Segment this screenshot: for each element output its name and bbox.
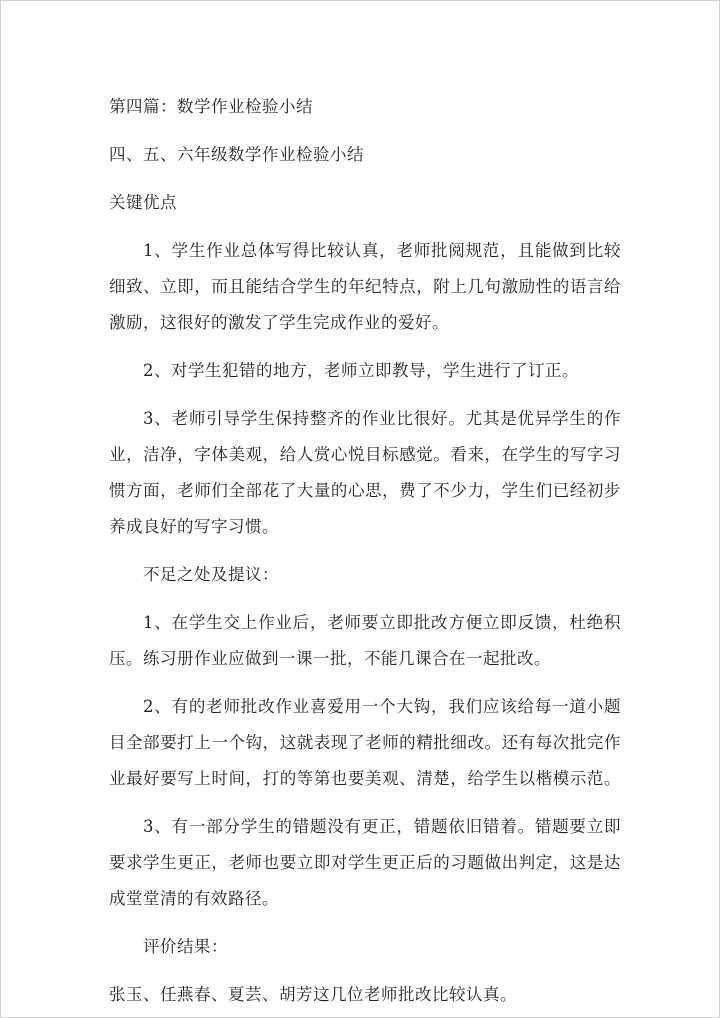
- paragraph-line: 3、有一部分学生的错题没有更正，错题依旧错着。错题要立即: [143, 817, 621, 836]
- paragraph-line: 惯方面，老师们全部花了大量的心思，费了不少力，学生们已经初步: [109, 481, 621, 500]
- document-subtitle: 四、五、六年级数学作业检验小结: [109, 145, 364, 164]
- paragraph-line: 激励，这很好的激发了学生完成作业的爱好。: [109, 313, 449, 332]
- paragraph-line: 1、学生作业总体写得比较认真，老师批阅规范，且能做到比较: [143, 241, 621, 260]
- paragraph-line: 成堂堂清的有效路径。: [109, 889, 279, 908]
- evaluation-result: 张玉、任燕春、夏芸、胡芳这几位老师批改比较认真。: [109, 985, 517, 1004]
- section-heading-strengths: 关键优点: [109, 193, 177, 212]
- suggestion-paragraph-1: [109, 605, 621, 677]
- paragraph-line: 3、老师引导学生保持整齐的作业比很好。尤其是优异学生的作: [143, 409, 621, 428]
- section-heading-suggestions: 不足之处及提议：: [143, 565, 279, 584]
- paragraph-line: 2、对学生犯错的地方，老师立即教导，学生进行了订正。: [143, 361, 579, 380]
- paragraph-line: 业，洁净，字体美观，给人赏心悦目标感觉。看来，在学生的写字习: [109, 445, 621, 464]
- paragraph-line: 目全部要打上一个钩，这就表现了老师的精批细改。还有每次批完作: [109, 733, 621, 752]
- paragraph-line: 压。练习册作业应做到一课一批，不能几课合在一起批改。: [109, 649, 551, 668]
- paragraph-line: 要求学生更正，老师也要立即对学生更正后的习题做出判定，这是达: [109, 853, 621, 872]
- document-title: 第四篇：数学作业检验小结: [109, 97, 313, 116]
- paragraph-line: 养成良好的写字习惯。: [109, 517, 279, 536]
- paragraph-line: 1、在学生交上作业后，老师要立即批改方便立即反馈，杜绝积: [143, 613, 621, 632]
- strength-paragraph-3: [109, 401, 621, 545]
- suggestion-paragraph-2: [109, 689, 621, 797]
- paragraph-line: 业最好要写上时间，打的等第也要美观、清楚，给学生以楷模示范。: [109, 769, 621, 788]
- suggestion-paragraph-3: [109, 809, 621, 917]
- document-body: [109, 89, 621, 1013]
- paragraph-line: 细致、立即，而且能结合学生的年纪特点，附上几句激励性的语言给: [109, 277, 621, 296]
- section-heading-evaluation: 评价结果：: [143, 937, 228, 956]
- paragraph-line: 2、有的老师批改作业喜爱用一个大钩，我们应该给每一道小题: [143, 697, 621, 716]
- strength-paragraph-1: [109, 233, 621, 341]
- strength-paragraph-2: [109, 353, 621, 389]
